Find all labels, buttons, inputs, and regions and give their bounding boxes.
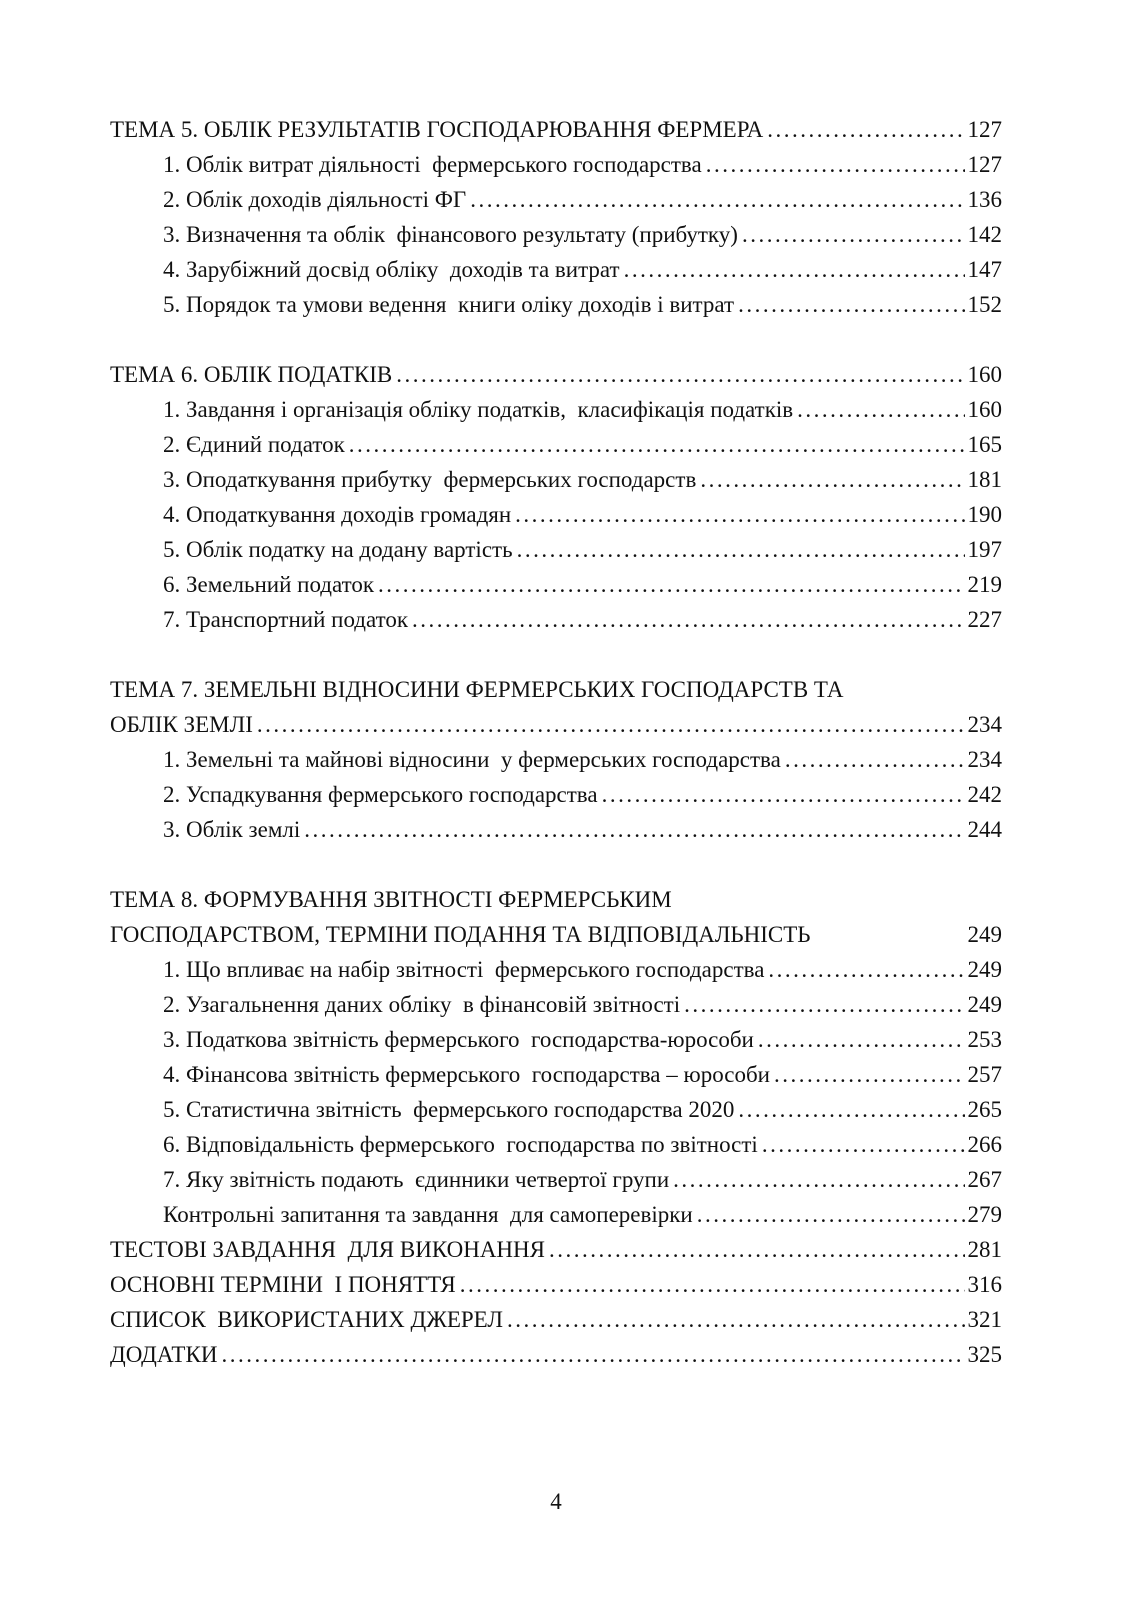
toc-item [110,812,1002,847]
toc-entry-page-number: 281 [967,1237,1002,1262]
toc-entry-page-number: 266 [967,1132,1002,1157]
toc-entry-title: 2. Узагальнення даних обліку в фінансовій звітності [163,992,681,1017]
toc-entry-row [163,532,1002,567]
toc-heading [110,1267,1002,1302]
page-number: 4 [550,1489,562,1514]
toc-entry-row [163,777,1002,812]
dot-leader [515,497,964,532]
dot-leader [758,1022,965,1057]
toc-section [110,672,1002,847]
dot-leader [549,1232,965,1267]
toc-entry-title: 3. Визначення та облік фінансового результату (прибутку) [163,222,738,247]
toc-entry-page-number: 160 [967,397,1002,422]
toc-entry-row [110,1267,1002,1302]
toc-entry-title: СПИСОК ВИКОРИСТАНИХ ДЖЕРЕЛ [110,1307,503,1332]
toc-entry-title: 2. Успадкування фермерського господарства [163,782,598,807]
dot-leader [738,1092,964,1127]
toc-item [110,1127,1002,1162]
dot-leader [700,462,964,497]
dot-leader [706,147,965,182]
toc-entry-title: 3. Податкова звітність фермерського господарства-юрособи [163,1027,754,1052]
toc-entry-title: 1. Що впливає на набір звітності фермерського господарства [163,957,765,982]
toc-item [110,252,1002,287]
toc-item [110,287,1002,322]
toc-entry-title: ОБЛІК ЗЕМЛІ [110,712,253,737]
toc-entry-title: 7. Яку звітність подають єдинники четвертої групи [163,1167,670,1192]
toc-entry-page-number: 152 [967,292,1002,317]
toc-item [110,1092,1002,1127]
toc-entry-line: ТЕМА 7. ЗЕМЕЛЬНІ ВІДНОСИНИ ФЕРМЕРСЬКИХ ГОСПОДАРСТВ ТА [110,677,844,702]
toc-entry-title: 1. Завдання і організація обліку податків, класифікація податків [163,397,794,422]
toc-entry-row [163,602,1002,637]
toc-item [110,182,1002,217]
toc-entry-row [163,497,1002,532]
toc-entry-page-number: 321 [967,1307,1002,1332]
toc-item [110,602,1002,637]
toc-entry-title: ОСНОВНІ ТЕРМІНИ І ПОНЯТТЯ [110,1272,456,1297]
dot-leader [507,1302,965,1337]
toc-entry-row [163,462,1002,497]
dot-leader [349,427,965,462]
toc-heading [110,112,1002,147]
toc-entry-page-number: 147 [967,257,1002,282]
dot-leader [768,952,964,987]
toc-entry-title: 7. Транспортний податок [163,607,409,632]
toc-item [110,567,1002,602]
toc-entry-row [163,147,1002,182]
toc-entry-page-number: 316 [967,1272,1002,1297]
toc-heading [110,882,1002,952]
toc-entry-page-number: 249 [967,957,1002,982]
toc-item [110,497,1002,532]
toc-item [110,1022,1002,1057]
toc-entry-page-number: 234 [967,747,1002,772]
toc-heading [110,1232,1002,1267]
toc-entry-row [110,1302,1002,1337]
toc-entry-page-number: 197 [967,537,1002,562]
toc-entry-row [163,252,1002,287]
toc-entry-row [163,1162,1002,1197]
toc-entry-page-number: 279 [967,1202,1002,1227]
toc-heading [110,672,1002,742]
toc-entry-title: 6. Відповідальність фермерського господарства по звітності [163,1132,758,1157]
toc-item [110,777,1002,812]
dot-leader [517,532,965,567]
toc-entry-row [163,217,1002,252]
toc-section [110,357,1002,637]
toc-entry-page-number: 257 [967,1062,1002,1087]
toc-entry-title: 5. Статистична звітність фермерського господарства 2020 [163,1097,735,1122]
dot-leader [697,1197,965,1232]
toc-entry-row [163,952,1002,987]
toc-entry-title: 5. Облік податку на додану вартість [163,537,513,562]
toc-entry-title: 2. Облік доходів діяльності ФГ [163,187,467,212]
toc-entry-title: ТЕМА 5. ОБЛІК РЕЗУЛЬТАТІВ ГОСПОДАРЮВАННЯ ФЕРМЕРА [110,117,764,142]
toc-entry-page-number: 242 [967,782,1002,807]
toc-entry-page-number: 142 [967,222,1002,247]
toc-item [110,462,1002,497]
toc-section [110,882,1002,1232]
toc-item [110,987,1002,1022]
toc-entry-title: ДОДАТКИ [110,1342,218,1367]
toc-entry-title: 4. Оподаткування доходів громадян [163,502,512,527]
toc-entry-row [110,1232,1002,1267]
toc-entry-row [110,1337,1002,1372]
dot-leader [396,357,964,392]
toc-entry-page-number: 265 [967,1097,1002,1122]
toc-entry-title: 6. Земельний податок [163,572,375,597]
toc-entry-page-number: 234 [967,712,1002,737]
toc-item [110,532,1002,567]
toc-entry-page-number: 253 [967,1027,1002,1052]
toc-entry-row [163,182,1002,217]
toc-entry-title: 3. Оподаткування прибутку фермерських господарств [163,467,697,492]
dot-leader [767,112,964,147]
toc-item [110,952,1002,987]
toc-entry-page-number: 249 [967,922,1002,947]
toc-heading [110,1302,1002,1337]
toc-entry-page-number: 160 [967,362,1002,387]
toc-heading [110,1337,1002,1372]
toc-entry-title: ТЕМА 6. ОБЛІК ПОДАТКІВ [110,362,393,387]
toc-item [110,427,1002,462]
toc-entry-page-number: 227 [967,607,1002,632]
toc-entry-row [163,427,1002,462]
toc-entry-row [163,567,1002,602]
dot-leader [470,182,964,217]
dot-leader [742,217,965,252]
dot-leader [785,742,965,777]
toc-item [110,1197,1002,1232]
toc-entry-row [163,392,1002,427]
dot-leader [738,287,964,322]
dot-leader [602,777,965,812]
toc-entry-page-number: 325 [967,1342,1002,1367]
dot-leader [762,1127,965,1162]
toc-entry-title: 1. Облік витрат діяльності фермерського господарства [163,152,702,177]
toc-entry-page-number: 190 [967,502,1002,527]
dot-leader [221,1337,964,1372]
toc-entry-row [163,742,1002,777]
toc-entry-row [163,1057,1002,1092]
toc-item [110,742,1002,777]
dot-leader [412,602,964,637]
toc-entry-row [110,707,1002,742]
toc-entry-row [163,812,1002,847]
toc-entry-title: 4. Фінансова звітність фермерського господарства – юрособи [163,1062,770,1087]
dot-leader [774,1057,965,1092]
toc-item [110,1162,1002,1197]
toc-entry-title: 5. Порядок та умови ведення книги оліку доходів і витрат [163,292,735,317]
toc-entry-row [110,112,1002,147]
toc-entry-title: ГОСПОДАРСТВОМ, ТЕРМІНИ ПОДАННЯ ТА ВІДПОВІДАЛЬНІСТЬ [110,922,811,947]
toc-entry-row [163,1197,1002,1232]
dot-leader [304,812,964,847]
toc-entry-page-number: 127 [967,152,1002,177]
toc-entry-page-number: 219 [967,572,1002,597]
toc-entry-title: ТЕСТОВІ ЗАВДАННЯ ДЛЯ ВИКОНАННЯ [110,1237,545,1262]
toc-entry-page-number: 127 [967,117,1002,142]
dot-leader [460,1267,965,1302]
toc-entry-page-number: 165 [967,432,1002,457]
toc-entry-title: 3. Облік землі [163,817,301,842]
toc-entry-title: Контрольні запитання та завдання для самоперевірки [163,1202,693,1227]
dot-leader [257,707,965,742]
dot-leader [673,1162,964,1197]
toc-entry-row [163,987,1002,1022]
dot-leader [378,567,964,602]
toc-entry-page-number: 136 [967,187,1002,212]
toc-entry-title: 1. Земельні та майнові відносини у фермерських господарства [163,747,781,772]
toc-item [110,217,1002,252]
toc-entry-title: 4. Зарубіжний досвід обліку доходів та витрат [163,257,620,282]
toc-entry-row [163,1092,1002,1127]
toc-entry-line: ТЕМА 8. ФОРМУВАННЯ ЗВІТНОСТІ ФЕРМЕРСЬКИМ [110,887,672,912]
toc-entry-page-number: 181 [967,467,1002,492]
toc-entry-title: 2. Єдиний податок [163,432,345,457]
table-of-contents [110,112,1002,1372]
toc-heading [110,357,1002,392]
dot-leader [797,392,964,427]
dot-leader [684,987,964,1022]
toc-item [110,147,1002,182]
dot-leader [624,252,965,287]
toc-entry-page-number: 244 [967,817,1002,842]
toc-entry-row [110,917,1002,952]
toc-item [110,392,1002,427]
toc-entry-row [110,357,1002,392]
toc-section [110,112,1002,322]
toc-entry-row [163,1127,1002,1162]
toc-entry-page-number: 249 [967,992,1002,1017]
toc-entry-page-number: 267 [967,1167,1002,1192]
toc-entry-row [163,1022,1002,1057]
toc-item [110,1057,1002,1092]
toc-entry-row [163,287,1002,322]
